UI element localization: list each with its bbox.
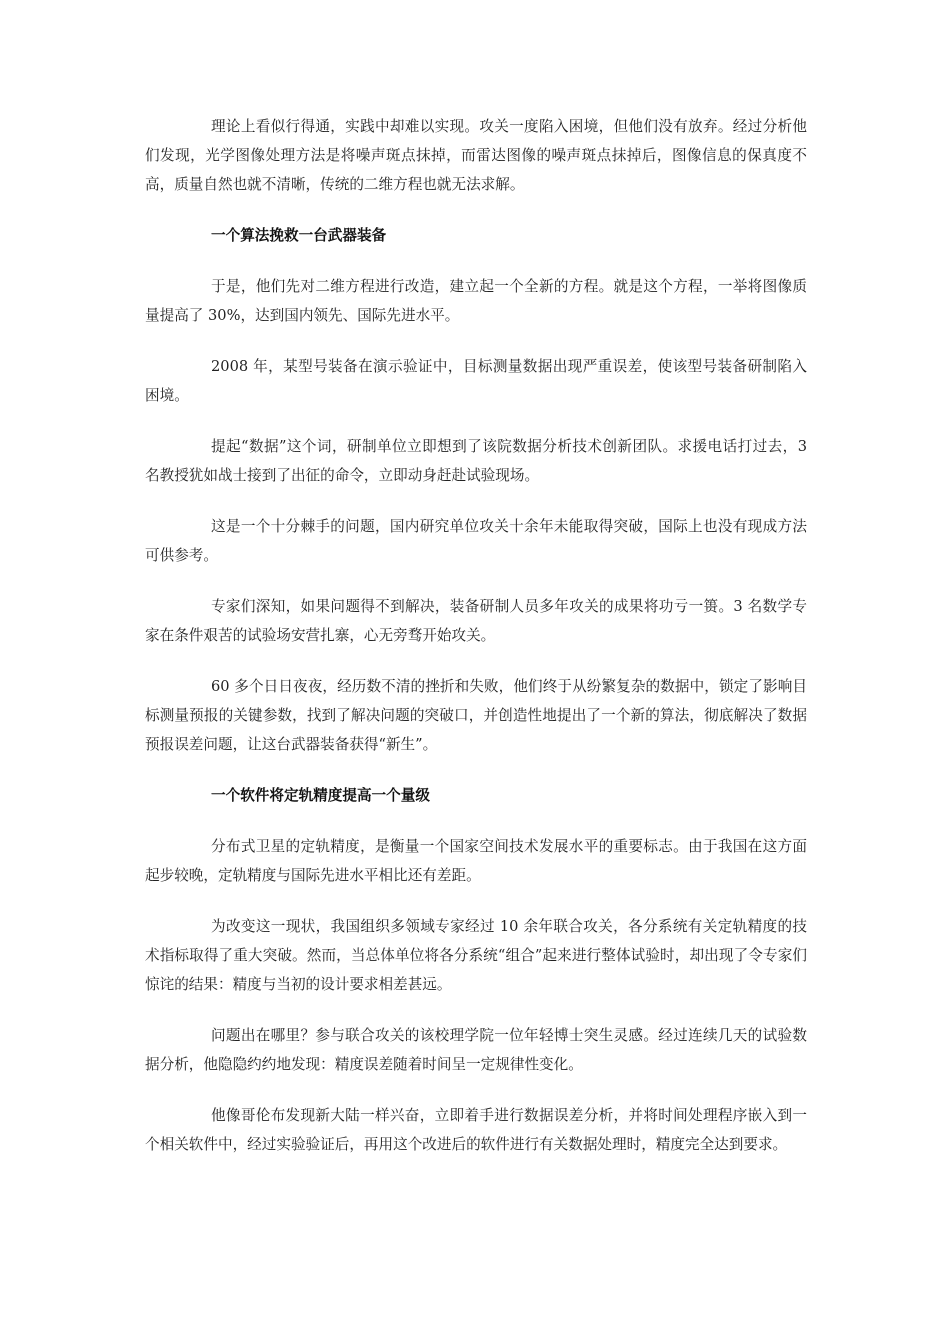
- paragraph: 问题出在哪里？参与联合攻关的该校理学院一位年轻博士突生灵感。经过连续几天的试验数据分析，他隐隐约约地发现：精度误差随着时间呈一定规律性变化。: [145, 1027, 807, 1073]
- article-body: [145, 112, 807, 1181]
- paragraph: 这是一个十分棘手的问题，国内研究单位攻关十余年未能取得突破，国际上也没有现成方法可供参考。: [145, 518, 807, 564]
- paragraph: 专家们深知，如果问题得不到解决，装备研制人员多年攻关的成果将功亏一篑。3 名数学专家在条件艰苦的试验场安营扎寨，心无旁骛开始攻关。: [145, 598, 807, 644]
- paragraph: 2008 年，某型号装备在演示验证中，目标测量数据出现严重误差，使该型号装备研制陷入困境。: [145, 358, 807, 404]
- paragraph: 60 多个日日夜夜，经历数不清的挫折和失败，他们终于从纷繁复杂的数据中，锁定了影响目标测量预报的关键参数，找到了解决问题的突破口，并创造性地提出了一个新的算法，彻底解决了数据预报误差问题，让这台武器装备获得“新生”。: [145, 678, 807, 753]
- paragraph: 于是，他们先对二维方程进行改造，建立起一个全新的方程。就是这个方程，一举将图像质量提高了 30%，达到国内领先、国际先进水平。: [145, 278, 807, 324]
- section-heading: 一个算法挽救一台武器装备: [211, 227, 387, 244]
- paragraph: 他像哥伦布发现新大陆一样兴奋，立即着手进行数据误差分析，并将时间处理程序嵌入到一个相关软件中，经过实验验证后，再用这个改进后的软件进行有关数据处理时，精度完全达到要求。: [145, 1107, 807, 1153]
- paragraph: 分布式卫星的定轨精度，是衡量一个国家空间技术发展水平的重要标志。由于我国在这方面起步较晚，定轨精度与国际先进水平相比还有差距。: [145, 838, 807, 884]
- section-heading: 一个软件将定轨精度提高一个量级: [211, 787, 430, 804]
- paragraph: 提起“数据”这个词，研制单位立即想到了该院数据分析技术创新团队。求援电话打过去，3 名教授犹如战士接到了出征的命令，立即动身赶赴试验现场。: [145, 438, 807, 484]
- paragraph: 为改变这一现状，我国组织多领域专家经过 10 余年联合攻关，各分系统有关定轨精度的技术指标取得了重大突破。然而，当总体单位将各分系统“组合”起来进行整体试验时，却出现了令专家们惊诧的结果：精度与当初的设计要求相差甚远。: [145, 918, 807, 993]
- paragraph: 理论上看似行得通，实践中却难以实现。攻关一度陷入困境，但他们没有放弃。经过分析他们发现，光学图像处理方法是将噪声斑点抹掉，而雷达图像的噪声斑点抹掉后，图像信息的保真度不高，质量自然也就不清晰，传统的二维方程也就无法求解。: [145, 118, 807, 193]
